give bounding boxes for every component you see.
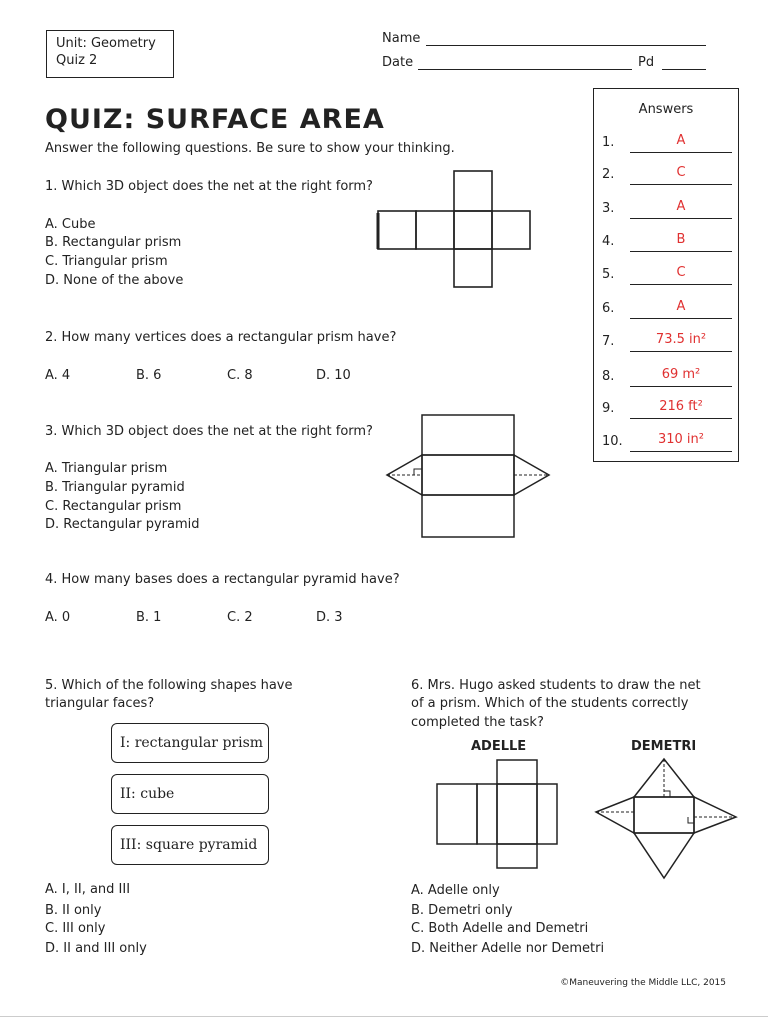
question-4: 4. How many bases does a rectangular pyramid have? <box>45 572 400 587</box>
student-name-demetri: DEMETRI <box>631 739 697 754</box>
answer-value: B <box>676 232 686 247</box>
page-title: QUIZ: SURFACE AREA <box>45 104 385 135</box>
unit-label: Unit: Geometry <box>56 36 156 51</box>
answer-value: 310 in² <box>657 432 704 447</box>
period-label: Pd <box>638 55 655 70</box>
q5-option-d[interactable]: D. II and III only <box>45 941 147 956</box>
answer-line <box>630 251 732 252</box>
q6-option-c[interactable]: C. Both Adelle and Demetri <box>411 921 589 936</box>
q2-option-d[interactable]: D. 10 <box>316 368 351 383</box>
question-6-line-2: of a prism. Which of the students correctly <box>411 696 689 711</box>
answer-row <box>602 167 732 187</box>
question-6-line-1: 6. Mrs. Hugo asked students to draw the net <box>411 678 701 693</box>
answer-number: 9. <box>602 401 615 416</box>
answer-row <box>602 334 732 354</box>
q3-triangular-prism-net-diagram <box>384 412 554 542</box>
answer-value: A <box>676 199 686 214</box>
answer-line <box>630 184 732 185</box>
q6-option-b[interactable]: B. Demetri only <box>411 903 513 918</box>
answer-row <box>602 434 732 454</box>
answer-number: 10. <box>602 434 623 449</box>
q1-option-c[interactable]: C. Triangular prism <box>45 254 168 269</box>
unit-box <box>46 30 174 78</box>
answer-row <box>602 369 732 389</box>
question-2: 2. How many vertices does a rectangular prism have? <box>45 330 397 345</box>
q3-option-a[interactable]: A. Triangular prism <box>45 461 168 476</box>
q4-option-b[interactable]: B. 1 <box>136 610 162 625</box>
copyright-footer: ©Maneuvering the Middle LLC, 2015 <box>560 978 726 988</box>
q6-option-a[interactable]: A. Adelle only <box>411 883 500 898</box>
answer-line <box>630 152 732 153</box>
shape-box-square-pyramid: III: square pyramid <box>111 825 269 865</box>
q1-option-d[interactable]: D. None of the above <box>45 273 184 288</box>
answer-row <box>602 267 732 287</box>
q1-option-a[interactable]: A. Cube <box>45 217 96 232</box>
q4-option-d[interactable]: D. 3 <box>316 610 343 625</box>
question-3: 3. Which 3D object does the net at the right form? <box>45 424 373 439</box>
q1-cube-net-diagram <box>370 165 540 291</box>
answer-line <box>630 351 732 352</box>
instructions: Answer the following questions. Be sure to show your thinking. <box>45 141 455 156</box>
answer-number: 2. <box>602 167 615 182</box>
question-6-line-3: completed the task? <box>411 715 544 730</box>
name-label: Name <box>382 31 421 46</box>
answer-value: A <box>676 299 686 314</box>
q5-option-c[interactable]: C. III only <box>45 921 106 936</box>
shape-box-cube: II: cube <box>111 774 269 814</box>
q3-option-d[interactable]: D. Rectangular pyramid <box>45 517 200 532</box>
answer-value: A <box>676 133 686 148</box>
q4-option-c[interactable]: C. 2 <box>227 610 253 625</box>
q2-option-a[interactable]: A. 4 <box>45 368 71 383</box>
quiz-number: Quiz 2 <box>56 53 98 68</box>
answer-number: 4. <box>602 234 615 249</box>
answer-value: 73.5 in² <box>655 332 707 347</box>
answer-row <box>602 401 732 421</box>
adelle-net-diagram <box>434 757 562 869</box>
answer-line <box>630 418 732 419</box>
period-field[interactable] <box>662 69 706 70</box>
answer-line <box>630 218 732 219</box>
q5-option-a[interactable]: A. I, II, and III <box>45 882 131 897</box>
q2-option-c[interactable]: C. 8 <box>227 368 253 383</box>
answer-number: 3. <box>602 201 615 216</box>
q1-option-b[interactable]: B. Rectangular prism <box>45 235 182 250</box>
answers-box <box>593 88 739 462</box>
q6-option-d[interactable]: D. Neither Adelle nor Demetri <box>411 941 605 956</box>
answer-value: 216 ft² <box>659 399 703 414</box>
student-name-adelle: ADELLE <box>471 739 527 754</box>
q3-option-b[interactable]: B. Triangular pyramid <box>45 480 185 495</box>
answer-line <box>630 451 732 452</box>
date-field[interactable] <box>418 69 632 70</box>
answer-number: 7. <box>602 334 615 349</box>
name-field[interactable] <box>426 45 706 46</box>
answer-row <box>602 234 732 254</box>
answer-number: 1. <box>602 135 615 150</box>
shape-box-rectangular-prism: I: rectangular prism <box>111 723 269 763</box>
answer-line <box>630 284 732 285</box>
q3-option-c[interactable]: C. Rectangular prism <box>45 499 182 514</box>
answer-value: C <box>676 265 686 280</box>
date-label: Date <box>382 55 414 70</box>
answer-row <box>602 301 732 321</box>
answers-heading: Answers <box>638 102 694 117</box>
answer-line <box>630 386 732 387</box>
q5-option-b[interactable]: B. II only <box>45 903 102 918</box>
answer-row <box>602 135 732 155</box>
answer-value: 69 m² <box>661 367 701 382</box>
question-1: 1. Which 3D object does the net at the right form? <box>45 179 373 194</box>
answer-number: 5. <box>602 267 615 282</box>
answer-number: 6. <box>602 301 615 316</box>
answer-number: 8. <box>602 369 615 384</box>
answer-row <box>602 201 732 221</box>
question-5-line-2: triangular faces? <box>45 696 155 711</box>
q2-option-b[interactable]: B. 6 <box>136 368 162 383</box>
q4-option-a[interactable]: A. 0 <box>45 610 71 625</box>
question-5-line-1: 5. Which of the following shapes have <box>45 678 293 693</box>
page-bottom-divider <box>0 1016 768 1017</box>
demetri-net-diagram <box>592 757 740 881</box>
answer-line <box>630 318 732 319</box>
answer-value: C <box>676 165 686 180</box>
